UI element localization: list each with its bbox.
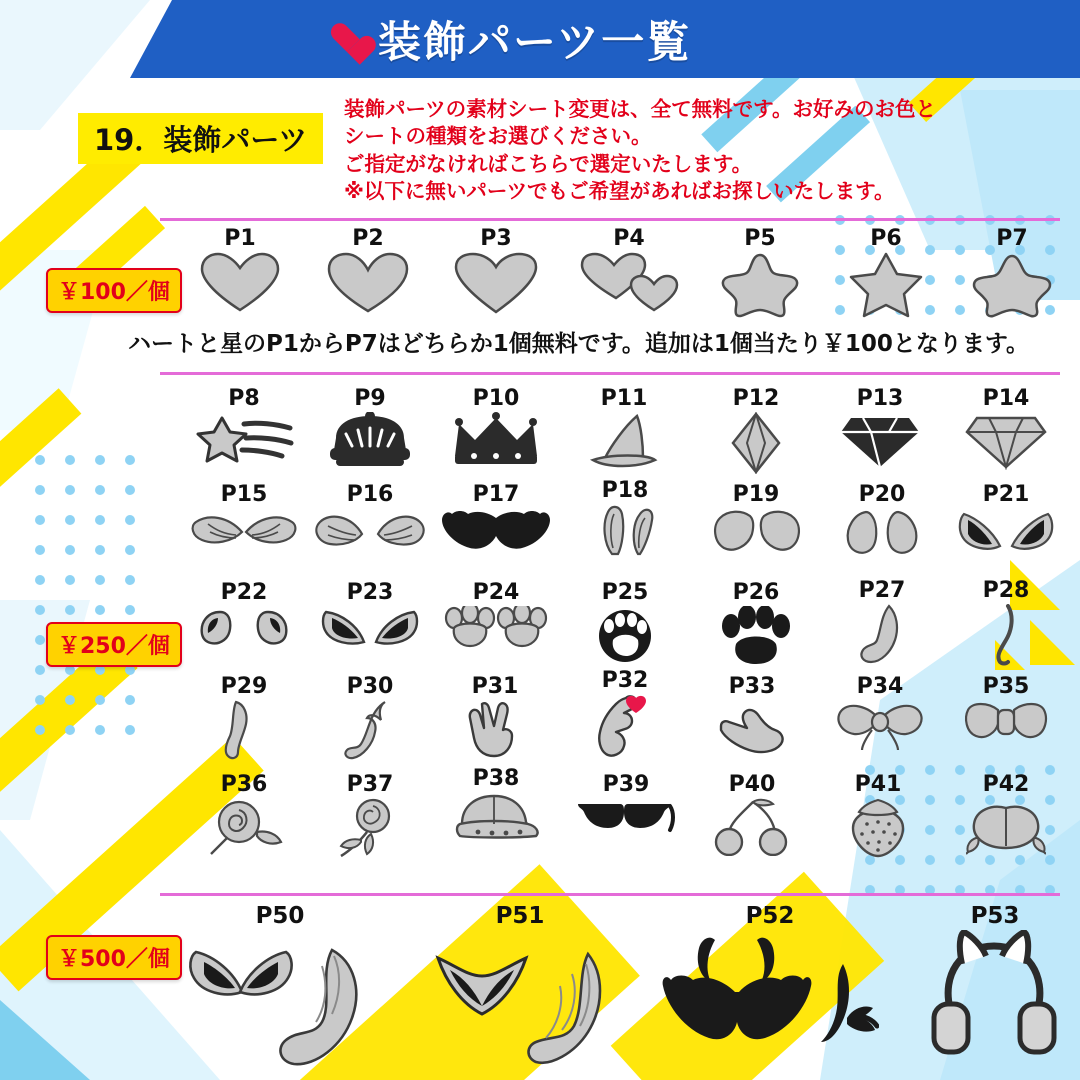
notice-line-1: 装飾パーツの素材シート変更は、全て無料です。お好みのお色と (344, 97, 937, 121)
part-cell-p23[interactable] (310, 582, 430, 648)
page-title (330, 4, 930, 74)
part-code: P32 (601, 668, 649, 693)
part-code: P52 (745, 903, 795, 929)
part-cell-p4[interactable] (564, 228, 694, 314)
part-cell-p24[interactable] (436, 582, 556, 648)
part-code: P12 (732, 386, 780, 411)
part-cell-p50[interactable] (180, 905, 380, 1070)
dog-ears-icon (706, 508, 806, 554)
part-cell-p18[interactable] (570, 480, 680, 556)
peach-icon (966, 798, 1046, 856)
part-code: P40 (728, 772, 776, 797)
part-code: P34 (856, 674, 904, 699)
star-icon (720, 252, 800, 318)
cherry-icon (713, 798, 791, 856)
part-cell-p41[interactable] (818, 774, 938, 858)
page-title-text: 装飾パーツ一覧 (378, 17, 692, 68)
part-cell-p16[interactable] (310, 484, 430, 554)
double-heart-icon (574, 252, 684, 314)
part-code: P10 (472, 386, 520, 411)
part-code: P5 (744, 226, 776, 251)
part-cell-p14[interactable] (946, 388, 1066, 470)
bat-wings-icon (440, 508, 552, 552)
part-cell-p39[interactable] (564, 774, 688, 838)
part-cell-p3[interactable] (436, 228, 556, 314)
heart-icon (198, 252, 282, 314)
part-cell-p19[interactable] (696, 484, 816, 554)
free-note: ハートと星のP1からP7はどちらか1個無料です。追加は1個当たり￥100となります。 (128, 331, 1030, 357)
part-code: P15 (220, 482, 268, 507)
fox-ears-tail-icon (182, 930, 378, 1070)
part-cell-p7[interactable] (952, 228, 1072, 318)
cat-tail-icon (855, 604, 909, 664)
star-sharp-icon (846, 252, 926, 318)
rose-icon (201, 798, 287, 856)
part-code: P4 (613, 226, 645, 251)
fluffy-tail-icon (216, 700, 272, 760)
part-cell-p9[interactable] (310, 388, 430, 468)
diamond-gem-icon (837, 412, 923, 470)
paw-print-large-icon (720, 606, 792, 664)
notice-block (344, 96, 964, 205)
shooting-star-icon (192, 412, 296, 464)
parts-group-500 (160, 905, 1060, 1080)
diamond-rhombus-icon (725, 412, 787, 474)
part-cell-p51[interactable] (420, 905, 620, 1070)
part-code: P22 (220, 580, 268, 605)
rose-stem-icon (327, 798, 413, 860)
cap-icon (448, 792, 544, 840)
part-code: P53 (970, 903, 1020, 929)
part-code: P14 (982, 386, 1030, 411)
part-cell-p33[interactable] (692, 676, 812, 754)
part-cell-p22[interactable] (184, 582, 304, 648)
price-tag-250: ￥250／個 (46, 622, 182, 667)
part-cell-p28[interactable] (946, 580, 1066, 666)
part-code: P1 (224, 226, 256, 251)
star-round-icon (972, 252, 1052, 318)
part-cell-p15[interactable] (184, 484, 304, 554)
notice-line-4: ※以下に無いパーツでもご希望があればお探しいたします。 (344, 178, 895, 203)
part-code: P6 (870, 226, 902, 251)
strawberry-icon (845, 798, 911, 858)
part-code: P13 (856, 386, 904, 411)
part-code: P21 (982, 482, 1030, 507)
part-cell-p29[interactable] (184, 676, 304, 760)
part-cell-p32[interactable] (566, 670, 684, 758)
part-code: P39 (602, 772, 650, 797)
part-cell-p11[interactable] (564, 388, 684, 470)
round-ears-icon (198, 606, 290, 648)
part-cell-p20[interactable] (822, 484, 942, 556)
paw-print-icon (593, 606, 657, 662)
witch-hat-icon (581, 412, 667, 470)
ribbon-bow-icon (834, 700, 926, 752)
part-cell-p10[interactable] (436, 388, 556, 468)
part-code: P23 (346, 580, 394, 605)
part-code: P27 (858, 578, 906, 603)
part-cell-p21[interactable] (946, 484, 1066, 554)
part-cell-p35[interactable] (946, 676, 1066, 744)
heart-pointed-icon (454, 252, 538, 314)
flat-bow-icon (962, 700, 1050, 744)
part-code: P11 (600, 386, 648, 411)
crown-pointed-icon (447, 412, 545, 468)
parts-group-250 (160, 388, 1060, 888)
part-code: P18 (601, 478, 649, 503)
part-cell-p31[interactable] (440, 676, 550, 758)
part-cell-p12[interactable] (696, 388, 816, 474)
page-header (0, 0, 1080, 78)
part-code: P50 (255, 903, 305, 929)
part-cell-p42[interactable] (946, 774, 1066, 856)
part-code: P37 (346, 772, 394, 797)
part-cell-p25[interactable] (570, 582, 680, 662)
pointed-ears-icon (956, 508, 1056, 554)
part-code: P35 (982, 674, 1030, 699)
part-code: P19 (732, 482, 780, 507)
cat-ears-icon (320, 606, 420, 648)
part-cell-p8[interactable] (184, 388, 304, 464)
price-tag-500: ￥500／個 (46, 935, 182, 980)
part-cell-p6[interactable] (826, 228, 946, 318)
divider-top (160, 218, 1060, 221)
heart-icon (330, 24, 364, 54)
part-code: P16 (346, 482, 394, 507)
devil-tail-icon (339, 700, 401, 760)
notice-line-2: シートの種類をお選びください。 (344, 124, 652, 149)
part-cell-p1[interactable] (180, 228, 300, 314)
part-cell-p37[interactable] (310, 774, 430, 860)
diamond-brilliant-icon (963, 412, 1049, 470)
part-cell-p36[interactable] (184, 774, 304, 856)
price-tag-100: ￥100／個 (46, 268, 182, 313)
part-code: P20 (858, 482, 906, 507)
part-code: P26 (732, 580, 780, 605)
part-code: P8 (228, 386, 260, 411)
part-cell-p26[interactable] (696, 582, 816, 664)
part-code: P38 (472, 766, 520, 791)
crown-round-icon (322, 412, 418, 468)
part-code: P33 (728, 674, 776, 699)
finger-heart-icon (596, 694, 654, 758)
part-cell-p40[interactable] (692, 774, 812, 856)
dot-pattern-left (30, 450, 150, 770)
part-code: P3 (480, 226, 512, 251)
part-code: P31 (471, 674, 519, 699)
part-cell-p34[interactable] (820, 676, 940, 752)
part-cell-p52[interactable] (660, 905, 880, 1070)
part-cell-p30[interactable] (310, 676, 430, 760)
paw-pads-icon (444, 606, 548, 648)
part-code: P9 (354, 386, 386, 411)
thin-tail-icon (986, 604, 1026, 666)
heart-round-icon (326, 252, 410, 314)
part-code: P7 (996, 226, 1028, 251)
part-cell-p38[interactable] (436, 768, 556, 840)
pointing-hand-icon (717, 700, 787, 754)
part-code: P29 (220, 674, 268, 699)
part-code: P24 (472, 580, 520, 605)
wolf-ears-tail-icon (420, 930, 620, 1070)
parts-group-100 (160, 228, 1060, 328)
part-code: P17 (472, 482, 520, 507)
section-title: 19．装飾パーツ (78, 113, 323, 164)
part-code: P28 (982, 578, 1030, 603)
part-code: P25 (601, 580, 649, 605)
part-cell-p17[interactable] (436, 484, 556, 552)
cat-ear-headphones-icon (928, 930, 1062, 1062)
part-cell-p27[interactable] (822, 580, 942, 664)
notice-line-3: ご指定がなければこちらで選定いたします。 (344, 151, 753, 176)
angel-wings-icon (188, 508, 300, 554)
part-cell-p5[interactable] (700, 228, 820, 318)
feather-wings-icon (312, 508, 428, 554)
part-code: P51 (495, 903, 545, 929)
part-code: P41 (854, 772, 902, 797)
divider-bottom (160, 893, 1060, 896)
divider-mid (160, 372, 1060, 375)
rabbit-ears-icon (582, 504, 668, 556)
part-code: P42 (982, 772, 1030, 797)
droopy-ears-icon (836, 508, 928, 556)
part-cell-p2[interactable] (308, 228, 428, 314)
devil-horns-wings-tail-icon (661, 930, 879, 1070)
part-code: P36 (220, 772, 268, 797)
part-cell-p13[interactable] (820, 388, 940, 470)
part-code: P2 (352, 226, 384, 251)
sunglasses-icon (574, 798, 678, 838)
peace-hand-icon (468, 700, 522, 758)
part-cell-p53[interactable] (920, 905, 1070, 1062)
part-code: P30 (346, 674, 394, 699)
